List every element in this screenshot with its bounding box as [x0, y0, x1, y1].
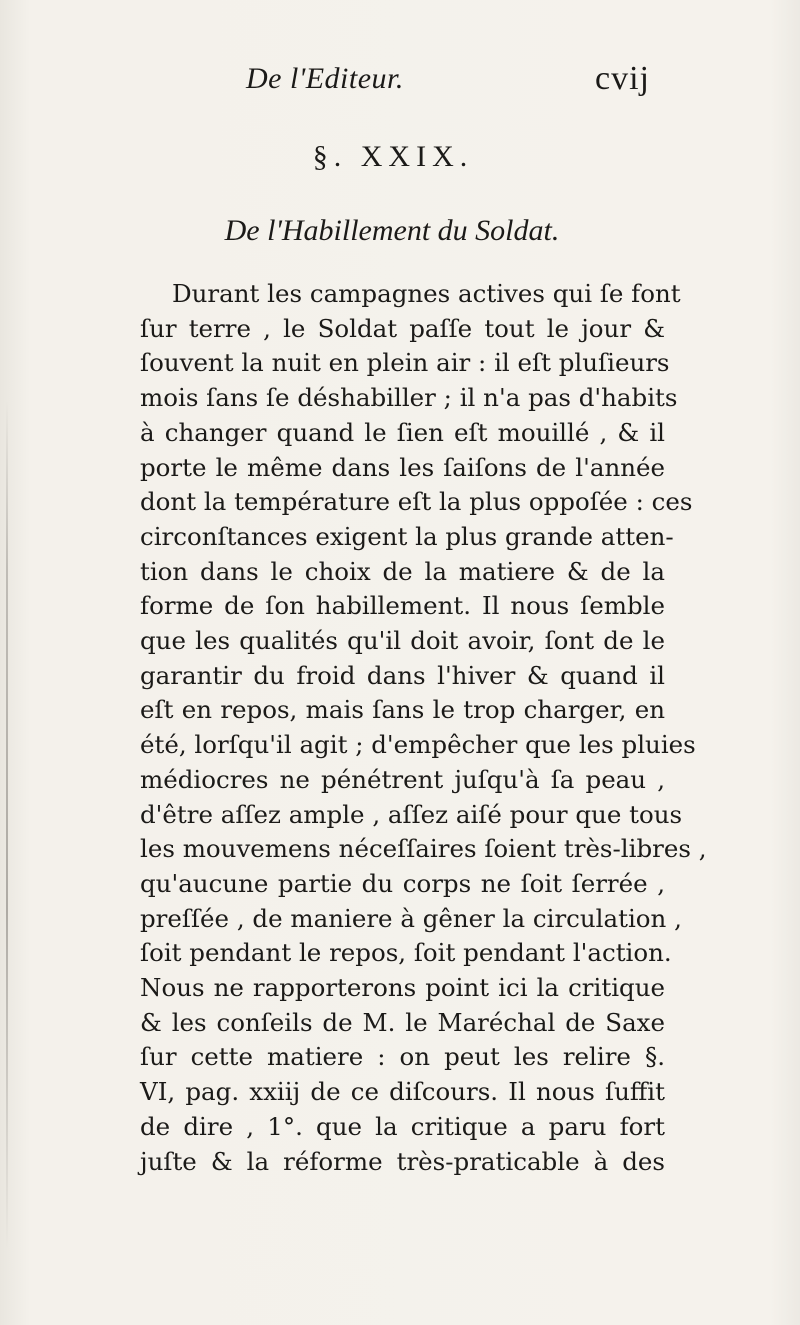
text-line: porte le même dans les ſaiſons de l'année [140, 452, 665, 482]
text-line: Durant les campagnes actives qui ſe font [172, 279, 681, 308]
text-line: à changer quand le ſien eſt mouillé , & il [140, 417, 665, 447]
text-line: que les qualités qu'il doit avoir, ſont de le [140, 626, 665, 656]
text-line: ſouvent la nuit en plein air : il eſt pluſieurs [140, 348, 670, 378]
text-line: VI, pag. xxiij de ce diſcours. Il nous ſuffit [140, 1077, 665, 1107]
text-line: été, lorſqu'il agit ; d'empêcher que les pluies [140, 730, 696, 760]
running-head [0, 62, 800, 102]
text-line: ſoit pendant le repos, ſoit pendant l'action. [140, 938, 672, 968]
running-head-title: De l'Editeur. [246, 62, 404, 95]
text-line: ſur cette matiere : on peut les relire §. [140, 1042, 665, 1072]
text-line: circonſtances exigent la plus grande atten- [140, 521, 674, 551]
text-line: juſte & la réforme très-praticable à des [140, 1146, 665, 1176]
section-title: De l'Habillement du Soldat. [224, 214, 560, 247]
section-number: §. XXIX. [312, 140, 474, 173]
page-number: cvij [595, 60, 650, 97]
text-line: ſur terre , le Soldat paſſe tout le jour & [140, 313, 665, 343]
text-line: de dire , 1°. que la critique a paru fort [140, 1111, 665, 1141]
page-gutter-shadow [6, 400, 8, 1250]
body-text [140, 277, 707, 1179]
text-line: médiocres ne pénétrent juſqu'à ſa peau , [140, 764, 665, 794]
text-line: mois ſans ſe déshabiller ; il n'a pas d'habits [140, 383, 678, 413]
text-line: garantir du froid dans l'hiver & quand il [140, 660, 665, 690]
text-line: forme de ſon habillement. Il nous ſemble [140, 591, 665, 621]
text-line: les mouvemens néceſſaires ſoient très-libres , [140, 834, 707, 864]
text-line: eſt en repos, mais ſans le trop charger, en [140, 695, 665, 725]
text-line: qu'aucune partie du corps ne ſoit ſerrée , [140, 868, 665, 898]
text-line: tion dans le choix de la matiere & de la [140, 556, 665, 586]
text-line: dont la température eſt la plus oppoſée : ces [140, 487, 693, 517]
text-line: preſſée , de maniere à gêner la circulation , [140, 903, 682, 933]
text-line: & les conſeils de M. le Maréchal de Saxe [140, 1007, 665, 1037]
text-line: d'être aſſez ample , aſſez aiſé pour que tous [140, 799, 683, 829]
text-line: Nous ne rapporterons point ici la critique [140, 973, 665, 1003]
